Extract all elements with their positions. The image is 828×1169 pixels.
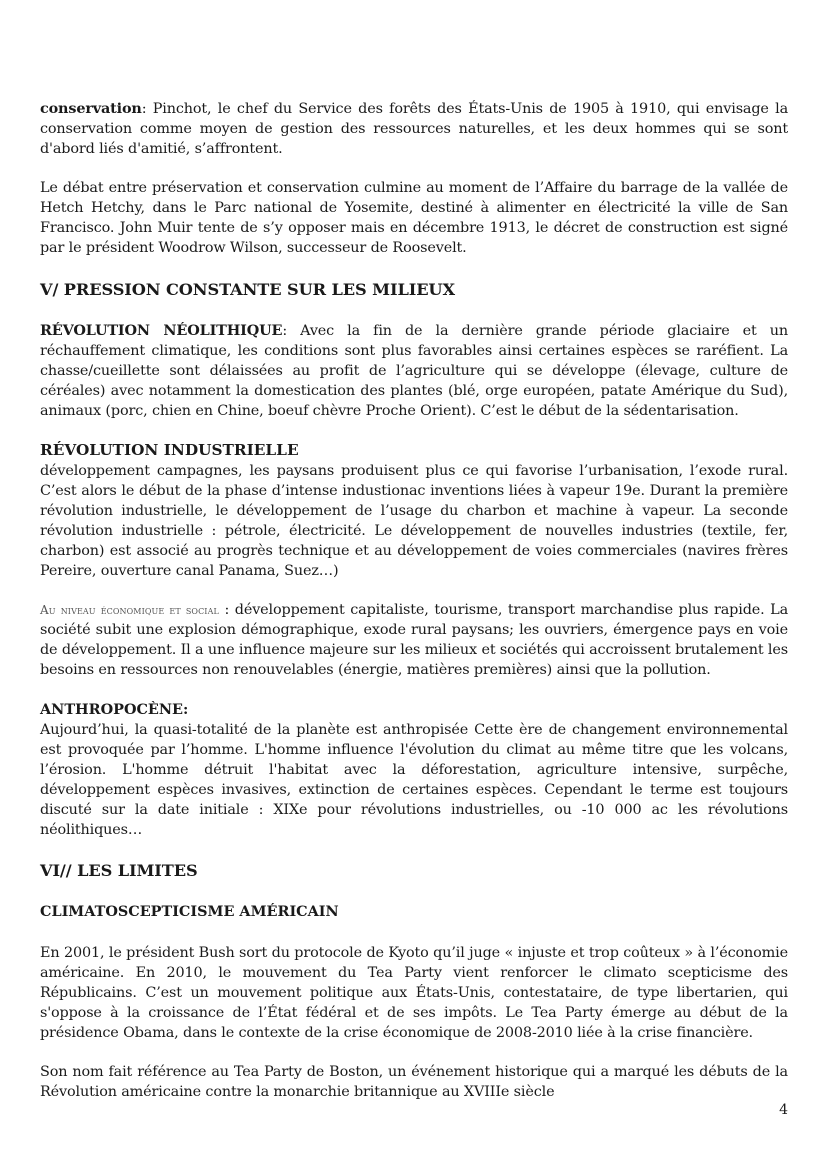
paragraph-conservation-text: : Pinchot, le chef du Service des forêts des États-Unis de 1905 à 1910, qui envisage la conservation comme moyen de gestion des ressources naturelles, et les deux hommes qui se sont d'abord liés d'amitié, s’affrontent. (40, 101, 788, 157)
subheading-industrial: RÉVOLUTION INDUSTRIELLE (40, 441, 299, 459)
anthropocene-colon: : (183, 701, 189, 718)
paragraph-boston-tea-party: Son nom fait référence au Tea Party de Boston, un événement historique qui a marqué les débuts de la Révolution américaine contre la monarchie britannique au XVIIIe siècle (40, 1064, 788, 1100)
paragraph-economic-social-text: : développement capitaliste, tourisme, transport marchandise plus rapide. La société subit une explosion démographique, exode rural paysans; les ouvriers, émergence pays en voie de développement. Il a une influence majeure sur les milieux et sociétés qui accroissent brutalement les besoins en ressources non renouvelables (énergie, matières premières) ainsi que la pollution. (40, 602, 788, 678)
page-number: 4 (779, 1102, 788, 1118)
paragraph-conservation (40, 99, 788, 159)
term-conservation: conservation (40, 100, 142, 117)
paragraph-anthropocene: Aujourd’hui, la quasi-totalité de la planète est anthropisée Cette ère de changement environnemental est provoquée par l’homme. L'homme influence l'évolution du climat au même titre que les volcans, l’érosion. L'homme détruit l'habitat avec la déforestation, agriculture intensive, surpêche, développement espèces invasives, extinction de certaines espèces. Cependant le terme est toujours discuté sur la date initiale : XIXe pour révolutions industrielles, ou -10 000 ac les révolutions néolithiques… (40, 722, 788, 838)
paragraph-neolithic (40, 321, 788, 421)
subheading-climatoscepticisme: CLIMATOSCEPTICISME AMÉRICAIN (40, 903, 339, 920)
subheading-anthropocene (40, 700, 788, 720)
section-heading-vi: VI// LES LIMITES (40, 861, 198, 880)
document-page (40, 99, 788, 1102)
paragraph-industrial: développement campagnes, les paysans produisent plus ce qui favorise l’urbanisation, l’exode rural. C’est alors le début de la phase d’intense industionac inventions liées à vapeur 19e. Durant la première révolution industrielle, le développement de l’usage du charbon et machine à vapeur. La seconde révolution industrielle : pétrole, électricité. Le développement de nouvelles industries (textile, fer, charbon) est associé au progrès technique et au développement de voies commerciales (navires frères Pereire, ouverture canal Panama, Suez…) (40, 463, 788, 579)
paragraph-bush-tea-party: En 2001, le président Bush sort du protocole de Kyoto qu’il juge « injuste et trop coûteux » à l’économie américaine. En 2010, le mouvement du Tea Party vient renforcer le climato scepticisme des Républicains. C’est un mouvement politique aux États-Unis, contestataire, de type libertarien, qui s'oppose à la croissance de l’État fédéral et de ses impôts. Le Tea Party émerge au début de la présidence Obama, dans le contexte de la crise économique de 2008-2010 liée à la crise financière. (40, 945, 788, 1041)
anthropocene-title: ANTHROPOCÈNE (40, 701, 184, 718)
paragraph-hetch-hetchy: Le débat entre préservation et conservation culmine au moment de l’Affaire du barrage de la vallée de Hetch Hetchy, dans le Parc national de Yosemite, destiné à alimenter en électricité la ville de San Francisco. John Muir tente de s’y opposer mais en décembre 1913, le décret de construction est signé par le président Woodrow Wilson, successeur de Roosevelt. (40, 180, 788, 256)
label-economic-social: Au niveau économique et social (40, 603, 219, 617)
paragraph-economic-social (40, 600, 788, 680)
paragraph-neolithic-text: : Avec la fin de la dernière grande période glaciaire et un réchauffement climatique, les conditions sont plus favorables ainsi certaines espèces se raréfient. La chasse/cueillette sont délaissées au profit de l’agriculture qui se développe (élevage, culture de céréales) avec notamment la domestication des plantes (blé, orge européen, patate Amérique du Sud), animaux (porc, chien en Chine, boeuf chèvre Proche Orient). C’est le début de la sédentarisation. (40, 323, 789, 419)
term-neolithic: RÉVOLUTION NÉOLITHIQUE (40, 322, 283, 339)
section-heading-v: V/ PRESSION CONSTANTE SUR LES MILIEUX (40, 280, 455, 299)
